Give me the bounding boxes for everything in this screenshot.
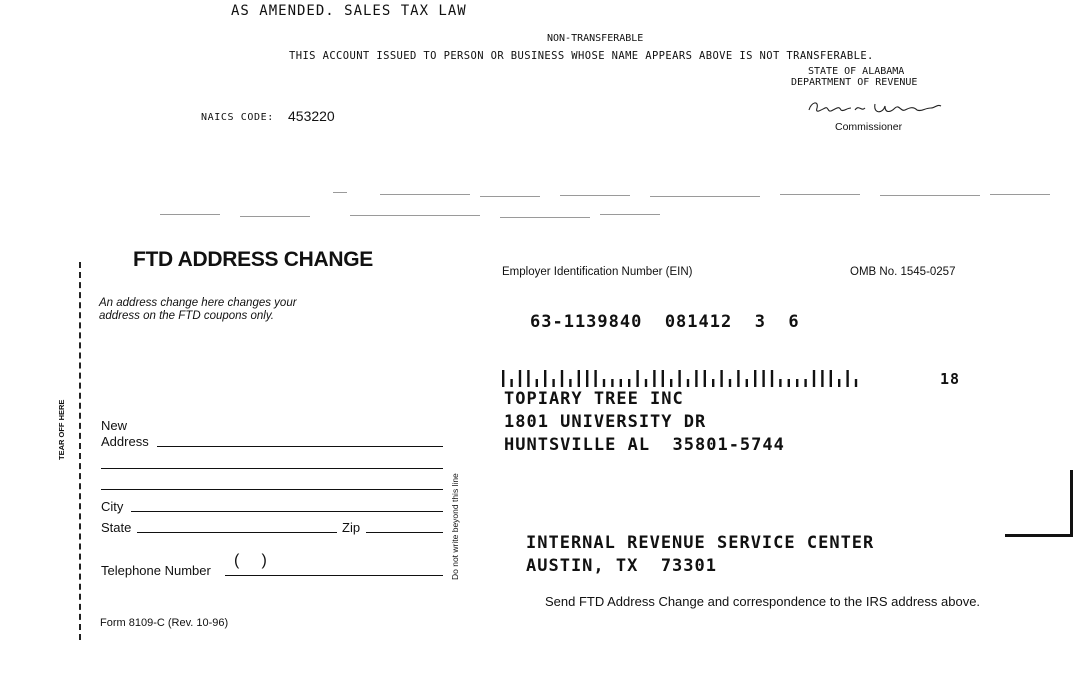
- address-label: Address: [101, 434, 149, 449]
- city-line[interactable]: [131, 511, 443, 512]
- non-transferable-heading: NON-TRANSFERABLE: [547, 33, 644, 44]
- commissioner-signature: [805, 96, 945, 120]
- form-number: Form 8109-C (Rev. 10-96): [100, 617, 229, 629]
- state-label: State: [101, 520, 132, 535]
- omb-number: OMB No. 1545-0257: [850, 266, 956, 278]
- department-name: DEPARTMENT OF REVENUE: [791, 77, 918, 88]
- registration-mark-horizontal: [1005, 534, 1073, 537]
- commissioner-title: Commissioner: [835, 121, 903, 133]
- naics-value: 453220: [288, 108, 335, 124]
- law-line: AS AMENDED. SALES TAX LAW: [231, 3, 467, 19]
- taxpayer-city-state-zip: HUNTSVILLE AL 35801-5744: [504, 435, 785, 455]
- telephone-line[interactable]: [225, 575, 443, 576]
- barcode-number: 18: [940, 370, 961, 388]
- send-note: Send FTD Address Change and correspondence to the IRS address above.: [545, 594, 981, 609]
- irs-address-line-1: INTERNAL REVENUE SERVICE CENTER: [526, 533, 875, 553]
- city-label: City: [101, 499, 124, 514]
- address-line-2[interactable]: [101, 468, 443, 469]
- irs-address: [526, 532, 874, 578]
- do-not-write-label: Do not write beyond this line: [450, 473, 460, 580]
- tear-off-line: [79, 262, 81, 640]
- telephone-label: Telephone Number: [101, 563, 211, 578]
- irs-address-line-2: AUSTIN, TX 73301: [526, 556, 717, 576]
- tear-off-label: TEAR OFF HERE: [57, 399, 66, 460]
- ein-value: 63-1139840 081412 3 6: [530, 312, 800, 332]
- taxpayer-address: [504, 388, 785, 457]
- naics-label: NAICS CODE:: [201, 112, 274, 123]
- zip-label: Zip: [342, 520, 361, 535]
- registration-mark-vertical: [1070, 470, 1073, 536]
- zip-line[interactable]: [366, 532, 443, 533]
- non-transferable-notice: THIS ACCOUNT ISSUED TO PERSON OR BUSINESS WHOSE NAME APPEARS ABOVE IS NOT TRANSFERABLE.: [289, 50, 874, 62]
- state-line[interactable]: [137, 532, 337, 533]
- form-note: An address change here changes your address on the FTD coupons only.: [99, 297, 297, 322]
- address-line-3[interactable]: [101, 489, 443, 490]
- telephone-area-code-parens: ( ): [234, 552, 267, 569]
- new-label: New: [101, 418, 128, 433]
- postal-barcode: [502, 370, 862, 388]
- taxpayer-street: 1801 UNIVERSITY DR: [504, 412, 707, 432]
- address-line-1[interactable]: [157, 446, 443, 447]
- state-name: STATE OF ALABAMA: [808, 66, 905, 77]
- taxpayer-name: TOPIARY TREE INC: [504, 389, 684, 409]
- form-title: FTD ADDRESS CHANGE: [133, 248, 373, 271]
- ein-label: Employer Identification Number (EIN): [502, 266, 693, 278]
